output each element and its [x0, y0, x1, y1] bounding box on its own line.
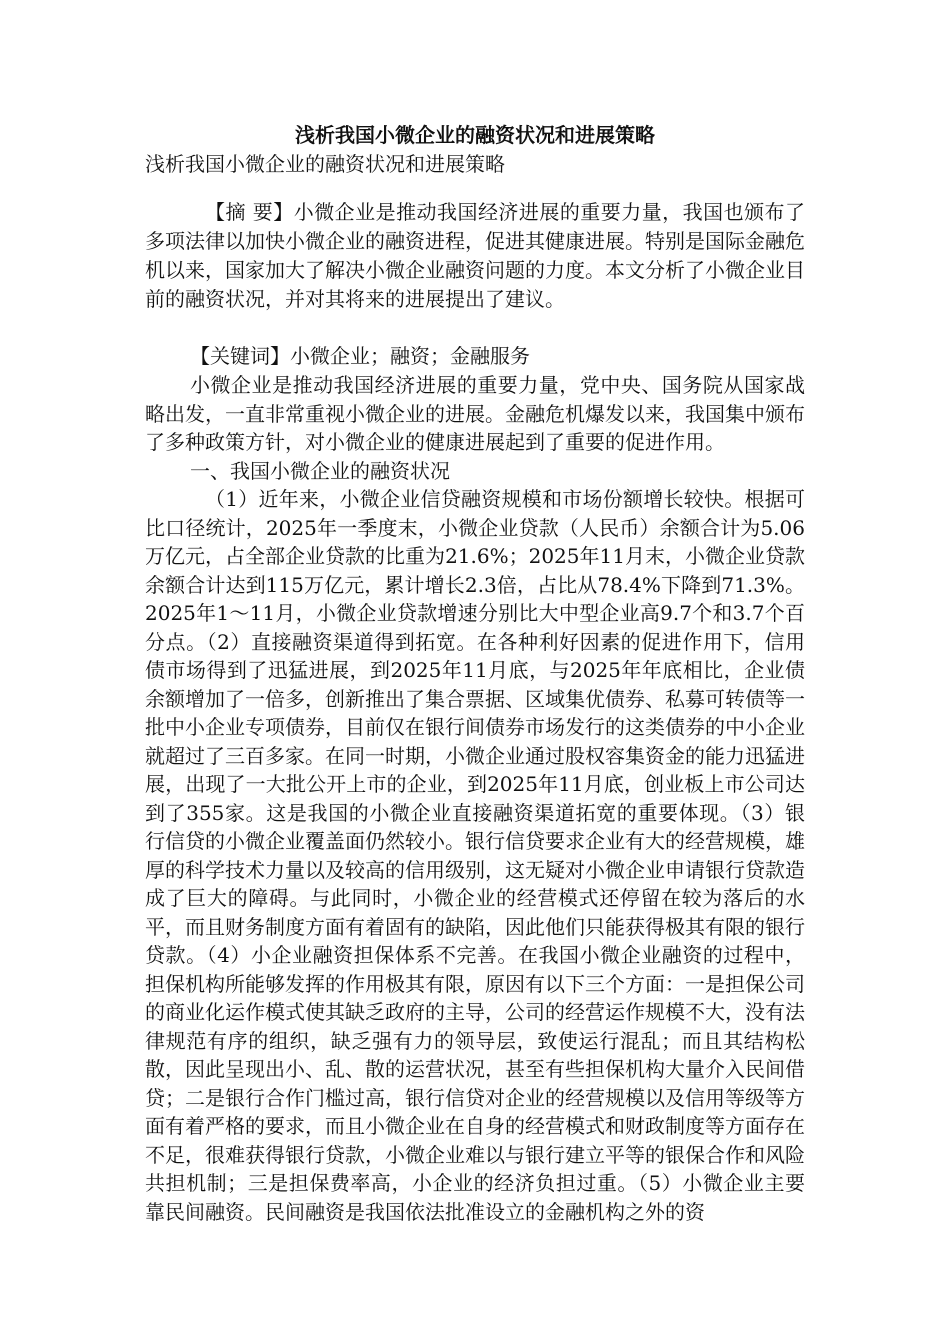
- document-subtitle: 浅析我国小微企业的融资状况和进展策略: [145, 152, 505, 176]
- main-paragraph: （1）近年来，小微企业信贷融资规模和市场份额增长较快。根据可比口径统计，2025年一季度末，小微企业贷款（人民币）余额合计为5.06万亿元，占全部企业贷款的比重为21.6%；2025年11月末，小微企业贷款余额合计达到115万亿元，累计增长2.3倍，占比从78.4%下降到71.3%。2025年1～11月，小微企业贷款增速分别比大中型企业高9.7个和3.7个百分点。（2）直接融资渠道得到拓宽。在各种利好因素的促进作用下，信用债市场得到了迅猛进展，到2025年11月底，与2025年年底相比，企业债余额增加了一倍多，创新推出了集合票据、区域集优债券、私募可转债等一批中小企业专项债券，目前仅在银行间债券市场发行的这类债券的中小企业就超过了三百多家。在同一时期，小微企业通过股权容集资金的能力迅猛进展，出现了一大批公开上市的企业，到2025年11月底，创业板上市公司达到了355家。这是我国的小微企业直接融资渠道拓宽的重要体现。（3）银行信贷的小微企业覆盖面仍然较小。银行信贷要求企业有大的经营规模，雄厚的科学技术力量以及较高的信用级别，这无疑对小微企业申请银行贷款造成了巨大的障碍。与此同时，小微企业的经营模式还停留在较为落后的水平，而且财务制度方面有着固有的缺陷，因此他们只能获得极其有限的银行贷款。（4）小企业融资担保体系不完善。在我国小微企业融资的过程中，担保机构所能够发挥的作用极其有限，原因有以下三个方面：一是担保公司的商业化运作模式使其缺乏政府的主导，公司的经营运作规模不大，没有法律规范有序的组织，缺乏强有力的领导层，致使运行混乱；而且其结构松散，因此呈现出小、乱、散的运营状况，甚至有些担保机构大量介入民间借贷；二是银行合作门槛过高，银行信贷对企业的经营规模以及信用等级等方面有着严格的要求，而且小微企业在自身的经营模式和财政制度等方面存在不足，很难获得银行贷款，小微企业难以与银行建立平等的银保合作和风险共担机制；三是担保费率高，小企业的经济负担过重。（5）小微企业主要靠民间融资。民间融资是我国依法批准设立的金融机构之外的资: [145, 487, 805, 1224]
- intro-paragraph: 小微企业是推动我国经济进展的重要力量，党中央、国务院从国家战略出发，一直非常重视小微企业的进展。金融危机爆发以来，我国集中颁布了多种政策方针，对小微企业的健康进展起到了重要的促进作用。: [145, 373, 805, 454]
- document-title: 浅析我国小微企业的融资状况和进展策略: [295, 123, 655, 147]
- abstract-label: 【摘 要】: [205, 200, 294, 224]
- keywords-label: 【关键词】: [190, 344, 290, 368]
- section-heading: 一、我国小微企业的融资状况: [190, 458, 450, 483]
- abstract-paragraph: [145, 198, 805, 314]
- keywords-line: [145, 342, 805, 371]
- body-text: [145, 371, 805, 1226]
- keywords-text: 小微企业；融资；金融服务: [290, 344, 530, 368]
- abstract-text: 小微企业是推动我国经济进展的重要力量，我国也颁布了多项法律以加快小微企业的融资进程，促进其健康进展。特别是国际金融危机以来，国家加大了解决小微企业融资问题的力度。本文分析了小微企业目前的融资状况，并对其将来的进展提出了建议。: [145, 200, 806, 311]
